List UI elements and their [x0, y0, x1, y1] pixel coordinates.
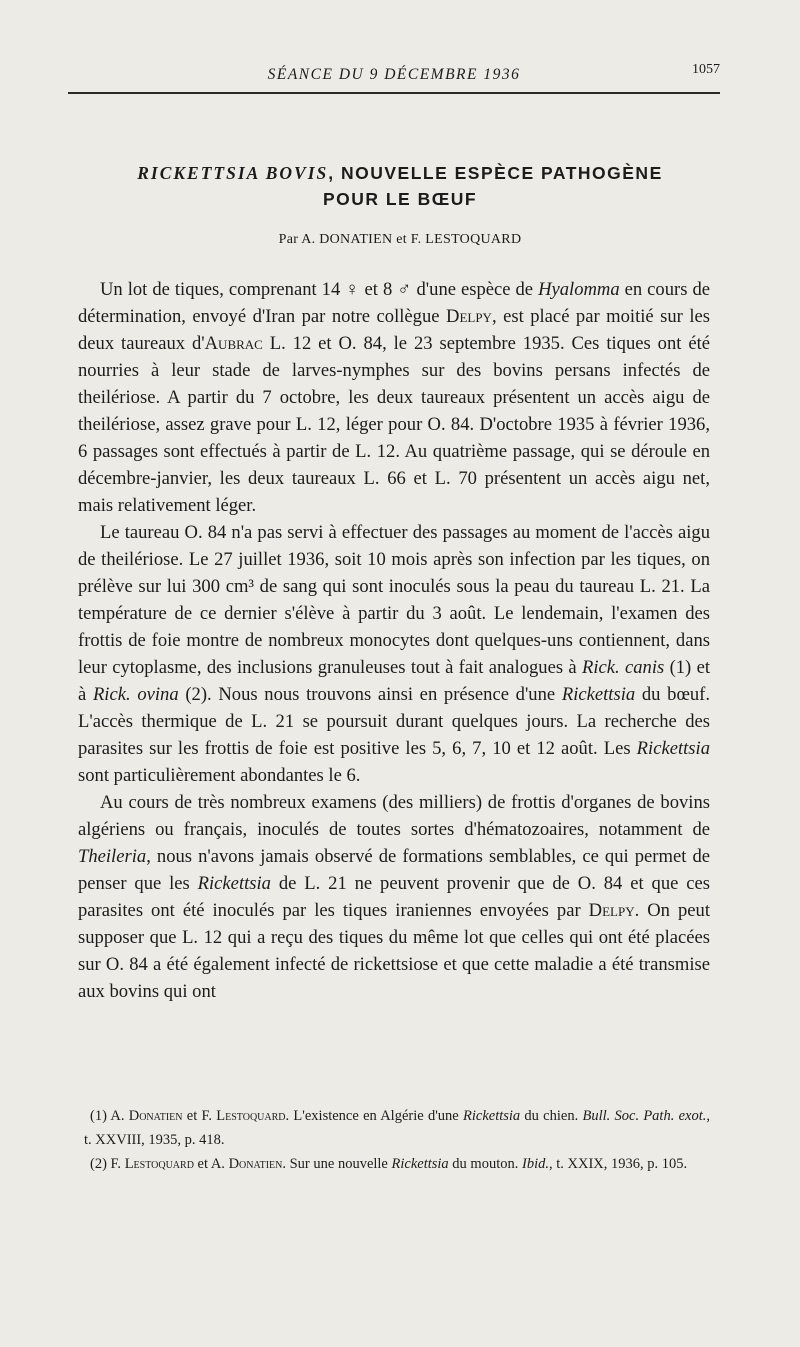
- paragraph-2: [78, 519, 710, 789]
- text-run: , est placé par moitié sur les deux taureaux d': [78, 306, 710, 354]
- text-run: Rickettsia: [636, 738, 710, 759]
- paragraph-1: [78, 276, 710, 519]
- paragraph-3: [78, 789, 710, 1005]
- text-run: Theileria: [78, 846, 147, 867]
- text-run: (2). Nous nous trouvons ainsi en présence d'une: [178, 684, 562, 705]
- text-run: Rickettsia: [391, 1156, 449, 1172]
- article-authors: Par A. DONATIEN et F. LESTOQUARD: [278, 232, 522, 247]
- text-run: Le taureau O. 84 n'a pas servi à effectuer des passages au moment de l'accès aigu de theilériose. Le 27 juillet 1936, soit 10 mois après son infection par les tiques, on prélève sur lui 300 cm³ de sang qui sont inoculés sous la peau du taureau L. 21. La température de ce dernier s'élève à partir du 3 août. Le lendemain, l'examen des frottis de foie montre de nombreux monocytes dont quelques-uns contiennent, dans leur cytoplasme, des inclusions granuleuses tout à fait analogues à: [78, 522, 710, 678]
- text-run: Rick. canis: [582, 657, 665, 678]
- footnote-2: [84, 1152, 710, 1176]
- text-run: (1) et à: [78, 657, 710, 705]
- running-title: SÉANCE DU 9 DÉCEMBRE 1936: [267, 66, 521, 83]
- text-run: Bull. Soc. Path. exot.: [582, 1108, 707, 1124]
- text-run: (1) A.: [90, 1108, 129, 1124]
- footnotes: [84, 1104, 710, 1176]
- text-run: du mouton.: [448, 1156, 522, 1172]
- text-run: . L'existence en Algérie d'une: [285, 1108, 463, 1124]
- text-run: , nous n'avons jamais observé de formations semblables, ce qui permet de penser que les: [78, 846, 710, 894]
- footnote-1: [84, 1104, 710, 1152]
- text-run: Lestoquard: [124, 1156, 194, 1172]
- article-body: [78, 276, 710, 1005]
- title-genus: RICKETTSIA BOVIS: [137, 163, 329, 183]
- text-run: , t. XXIX, 1936, p. 105.: [548, 1156, 688, 1172]
- text-run: Ibid.: [521, 1156, 549, 1172]
- text-run: Rickettsia: [561, 684, 636, 705]
- text-run: Lestoquard: [216, 1108, 286, 1124]
- article-title: [60, 160, 740, 212]
- page-number: 1057: [692, 62, 720, 77]
- text-run: en cours de détermination, envoyé d'Iran par notre collègue: [78, 279, 710, 327]
- text-run: Rick. ovina: [92, 684, 179, 705]
- text-run: Delpy: [588, 900, 635, 921]
- text-run: . Sur une nouvelle: [282, 1156, 392, 1172]
- text-run: (2) F.: [90, 1156, 125, 1172]
- title-line2: POUR LE BŒUF: [322, 189, 478, 209]
- text-run: du chien.: [520, 1108, 583, 1124]
- text-run: Aubrac: [204, 333, 263, 354]
- running-head: [68, 62, 720, 94]
- text-run: Rickettsia: [463, 1108, 521, 1124]
- text-run: Rickettsia: [197, 873, 271, 894]
- text-run: Un lot de tiques, comprenant 14 ♀ et 8 ♂ d'une espèce de: [100, 279, 539, 300]
- text-run: Donatien: [128, 1108, 183, 1124]
- text-run: sont particulièrement abondantes le 6.: [78, 765, 361, 786]
- text-run: de L. 21 ne peuvent provenir que de O. 84 et que ces parasites ont été inoculés par les tiques iraniennes envoyées par: [78, 873, 710, 921]
- text-run: et F.: [182, 1108, 217, 1124]
- text-run: , t. XXVIII, 1935, p. 418.: [84, 1108, 710, 1148]
- title-rest: , NOUVELLE ESPÈCE PATHOGÈNE: [328, 163, 663, 183]
- text-run: et A.: [193, 1156, 229, 1172]
- text-run: . On peut supposer que L. 12 qui a reçu des tiques du même lot que celles qui ont été placées sur O. 84 a été également infecté de rickettsiose et que cette maladie a été transmise aux bovins qui ont: [78, 900, 710, 1002]
- text-run: Donatien: [228, 1156, 283, 1172]
- text-run: Au cours de très nombreux examens (des milliers) de frottis d'organes de bovins algériens ou français, inoculés de toutes sortes d'hématozoaires, notamment de: [78, 792, 710, 840]
- text-run: du bœuf. L'accès thermique de L. 21 se poursuit durant quelques jours. La recherche des parasites sur les frottis de foie est positive les 5, 6, 7, 10 et 12 août. Les: [78, 684, 711, 759]
- text-run: L. 12 et O. 84, le 23 septembre 1935. Ces tiques ont été nourries à leur stade de larves-nymphes sur des bovins persans infectés de theilériose. A partir du 7 octobre, les deux taureaux présentent un accès aigu de theilériose, assez grave pour L. 12, léger pour O. 84. D'octobre 1935 à février 1936, 6 passages sont effectués à partir de L. 12. Au quatrième passage, qui se déroule en décembre-janvier, les deux taureaux L. 66 et L. 70 présentent un accès aigu net, mais relativement léger.: [78, 333, 710, 516]
- text-run: Hyalomma: [538, 279, 620, 300]
- text-run: Delpy: [446, 306, 492, 327]
